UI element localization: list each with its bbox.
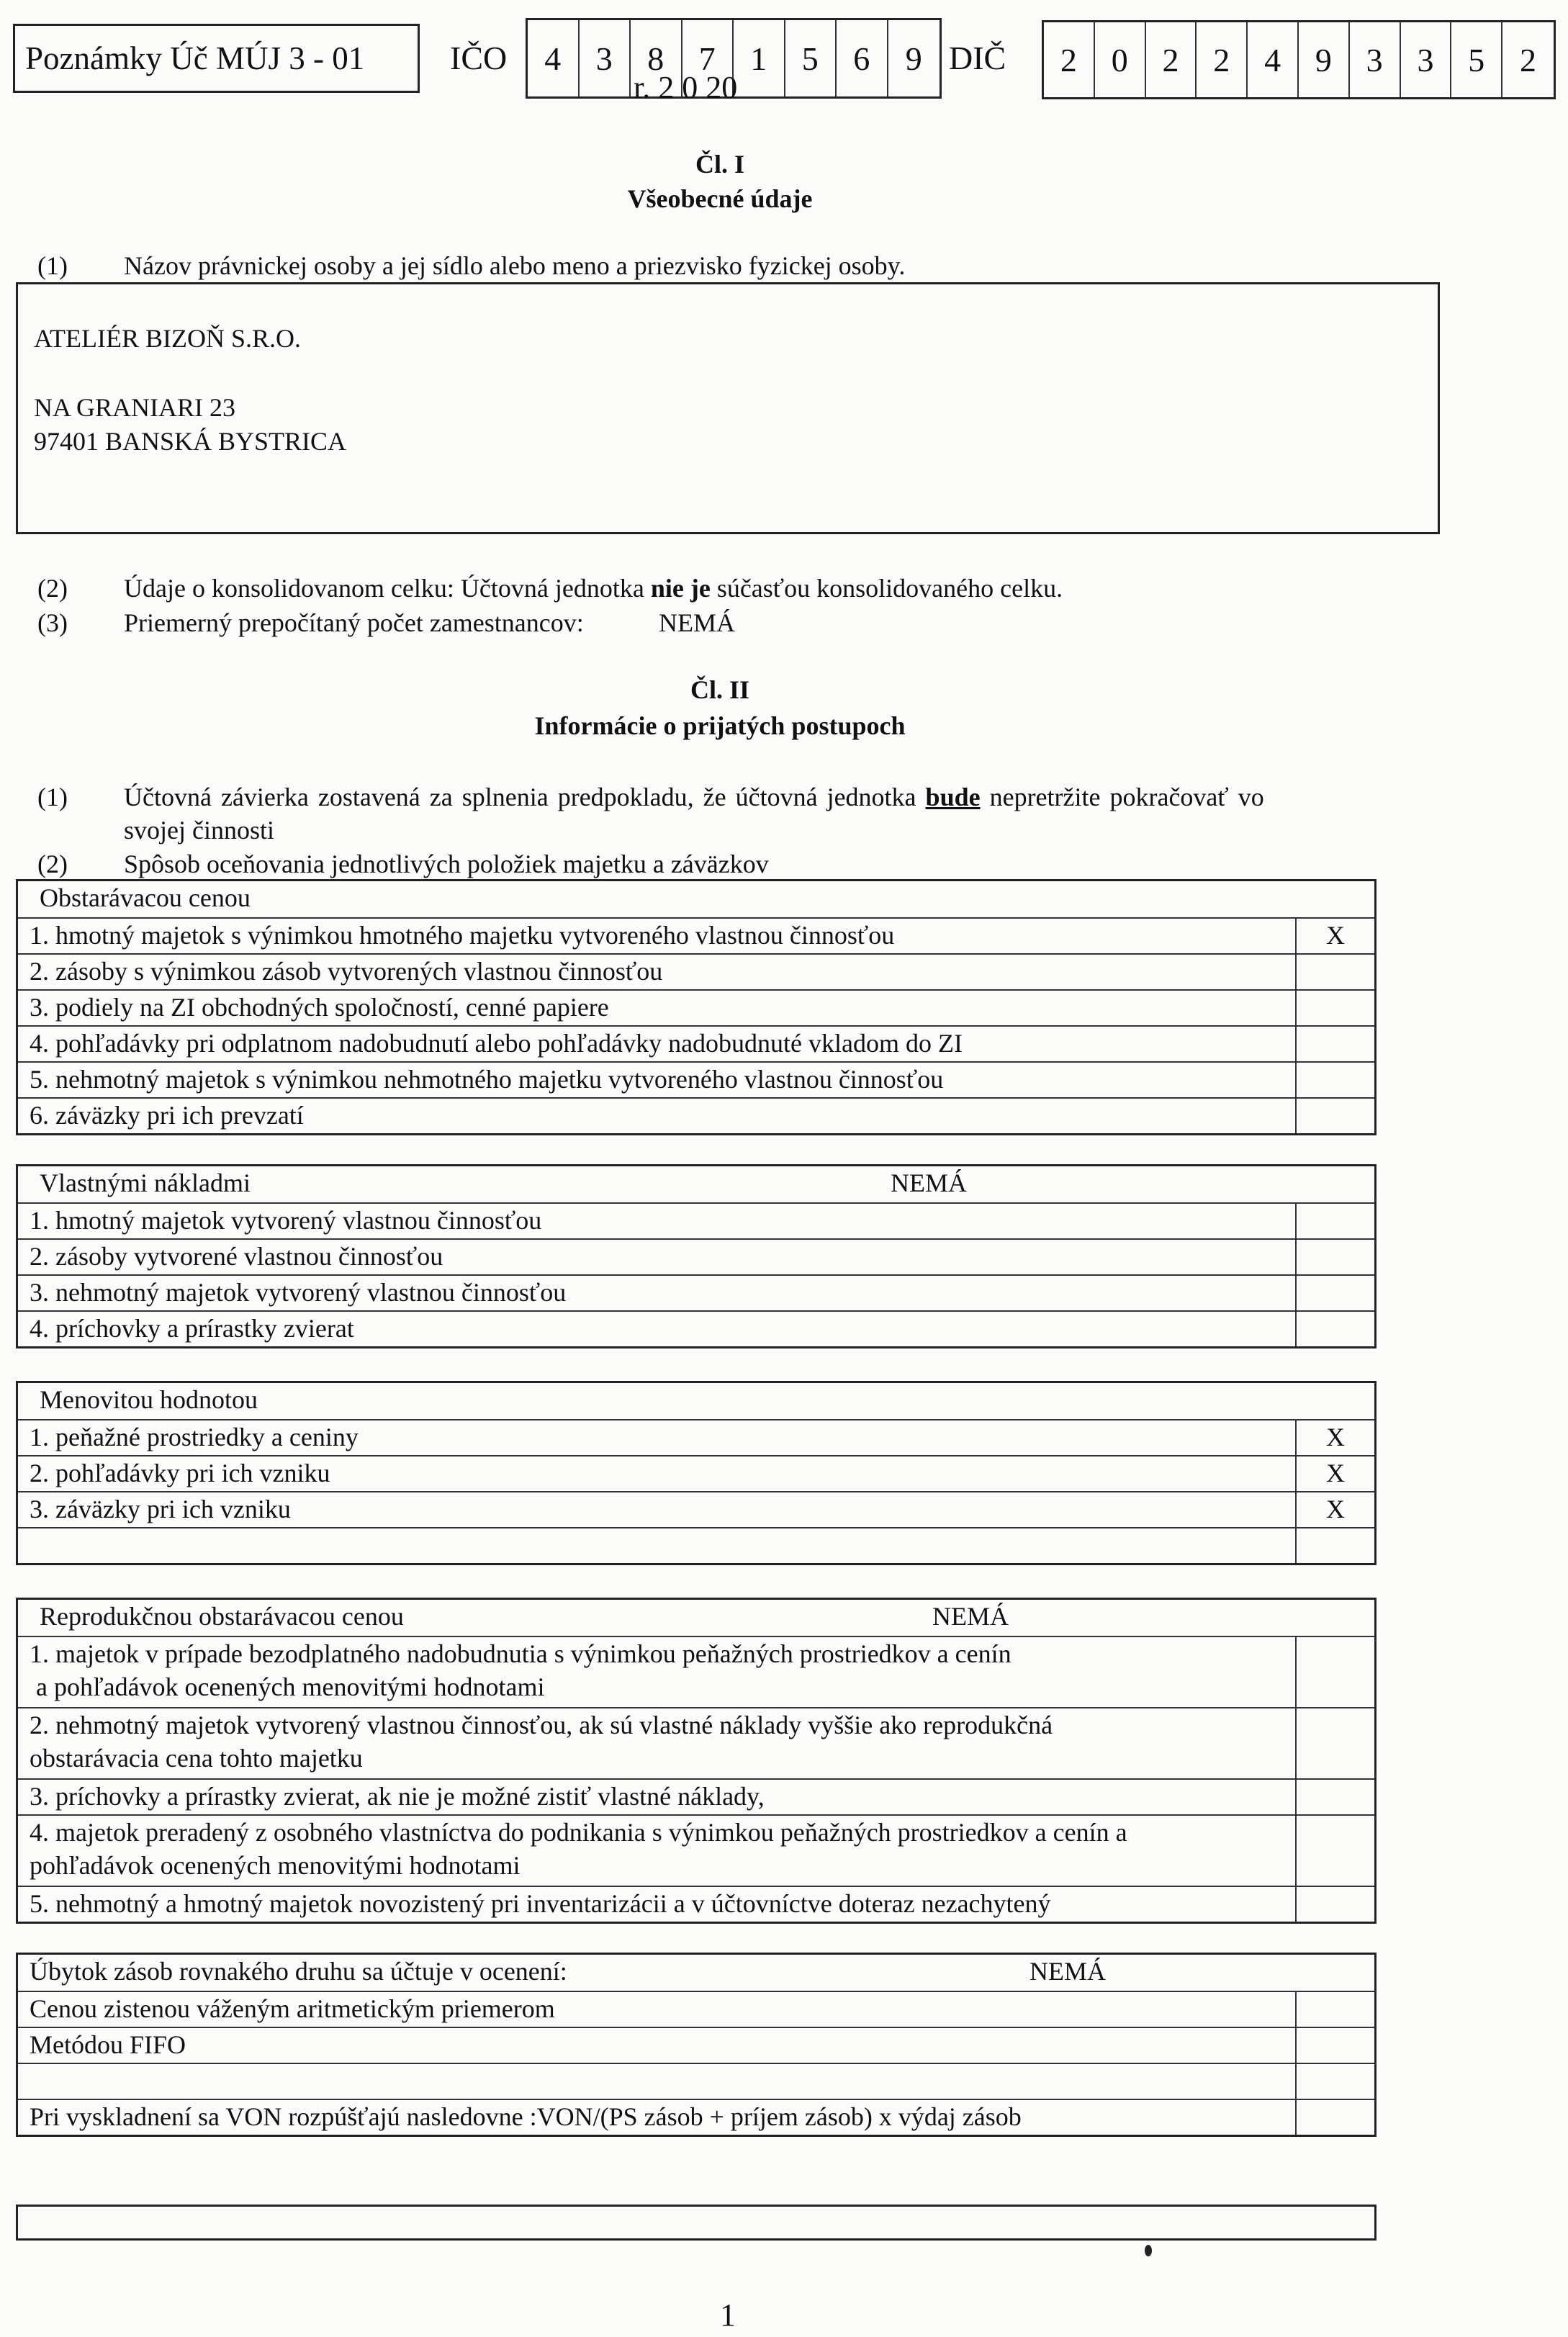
table-header: [18, 881, 1374, 917]
row-label: [18, 2064, 1295, 2099]
row-label-line: 4. majetok preradený z osobného vlastníctva do podnikania s výnimkou peňažných prostriedkov a cenín a: [30, 1818, 1127, 1847]
row-mark[interactable]: [1295, 1816, 1374, 1886]
table-row: [18, 1886, 1374, 1922]
table-row: [18, 1636, 1374, 1707]
row-label: [18, 1708, 1295, 1778]
row-mark[interactable]: [1295, 1312, 1374, 1346]
item-text-part: Účtovná závierka zostavená za splnenia predpokladu, že účtovná jednotka: [124, 783, 926, 811]
table-row: [18, 1274, 1374, 1310]
row-label: 3. záväzky pri ich vzniku: [30, 1495, 291, 1523]
row-mark[interactable]: [1295, 1099, 1374, 1133]
article-1-number: Čl. I: [695, 150, 744, 179]
table-row: [18, 1527, 1374, 1563]
dic-digit: 4: [1248, 22, 1299, 97]
blank-note-field[interactable]: [16, 2205, 1376, 2241]
row-mark[interactable]: [1295, 1708, 1374, 1778]
table-row: [18, 1097, 1374, 1133]
row-mark[interactable]: [1295, 1027, 1374, 1061]
dic-digit: 0: [1095, 22, 1146, 97]
row-label: 5. nehmotný majetok s výnimkou nehmotného majetku vytvoreného vlastnou činnosťou: [30, 1065, 944, 1094]
row-label: [18, 1816, 1295, 1886]
ico-digit: 1: [734, 20, 785, 96]
row-label: 1. peňažné prostriedky a ceniny: [30, 1423, 359, 1451]
table-header: [18, 1955, 1374, 1991]
row-mark[interactable]: [1295, 1637, 1374, 1707]
table-header-label: Reprodukčnou obstarávacou cenou: [40, 1602, 404, 1631]
row-label-line: 2. nehmotný majetok vytvorený vlastnou činnosťou, ak sú vlastné náklady vyššie ako reprodukčná: [30, 1711, 1053, 1739]
ico-digit: 8: [631, 20, 682, 96]
row-mark[interactable]: [1295, 1240, 1374, 1274]
ico-digit: 7: [682, 20, 734, 96]
table-header-label: Obstarávacou cenou: [40, 883, 251, 912]
table-row: [18, 1025, 1374, 1061]
row-label: 2. zásoby vytvorené vlastnou činnosťou: [30, 1242, 443, 1271]
row-label: [18, 1637, 1295, 1707]
row-mark[interactable]: X: [1295, 919, 1374, 953]
entity-name-address-box: [16, 282, 1440, 534]
ico-digit: 3: [580, 20, 631, 96]
item-text: [124, 781, 1264, 813]
table-header: [18, 1600, 1374, 1636]
table-row: [18, 1707, 1374, 1778]
ico-digit: 4: [528, 20, 580, 96]
item-number: (2): [37, 574, 68, 603]
table-row: [18, 1202, 1374, 1238]
row-label: 4. príchovky a prírastky zvierat: [30, 1314, 354, 1343]
dic-digit: 5: [1451, 22, 1502, 97]
row-label: 1. hmotný majetok vytvorený vlastnou činnosťou: [30, 1206, 542, 1235]
item-number: (1): [37, 251, 68, 280]
table-header-label: Menovitou hodnotou: [40, 1385, 258, 1414]
table-row: [18, 953, 1374, 989]
row-label-line: 1. majetok v prípade bezodplatného nadobudnutia s výnimkou peňažných prostriedkov a cenín: [30, 1639, 1011, 1668]
article-2-title: Informácie o prijatých postupoch: [534, 711, 906, 740]
table-row: [18, 1778, 1374, 1814]
company-street: NA GRANIARI 23: [34, 393, 236, 422]
ico-digit: 9: [905, 40, 922, 77]
table-row: [18, 917, 1374, 953]
table-header-value: NEMÁ: [932, 1602, 1009, 1631]
table-menovitou-hodnotou: [16, 1381, 1376, 1565]
table-row: [18, 1814, 1374, 1886]
scan-speck: [1145, 2245, 1152, 2256]
ico-digit: 5: [785, 20, 837, 96]
table-obstaravacou-cenou: [16, 879, 1376, 1135]
dic-digit: 2: [1197, 22, 1248, 97]
table-ubytok-zasob: [16, 1953, 1376, 2137]
table-row: [18, 989, 1374, 1025]
row-mark[interactable]: [1295, 1992, 1374, 2027]
row-mark[interactable]: [1295, 2100, 1374, 2135]
row-label: Pri vyskladnení sa VON rozpúšťajú nasledovne :VON/(PS zásob + príjem zásob) x výdaj zásob: [30, 2102, 1022, 2131]
year-label: r. 2 0 20: [634, 70, 738, 105]
table-header-label: Vlastnými nákladmi: [40, 1168, 251, 1197]
article-1-item-2: [0, 572, 1440, 604]
item-number: (2): [37, 850, 68, 878]
row-label: Cenou zistenou váženým aritmetickým priemerom: [30, 1994, 555, 2023]
row-label: 3. podiely na ZI obchodných spoločností, cenné papiere: [30, 993, 609, 1022]
dic-digit: 2: [1044, 22, 1095, 97]
page-number: 1: [720, 2297, 736, 2333]
table-row: [18, 1419, 1374, 1455]
row-mark[interactable]: X: [1295, 1420, 1374, 1455]
article-2-item-2: [0, 848, 1440, 880]
dic-digit: 3: [1401, 22, 1452, 97]
table-row: [18, 1310, 1374, 1346]
row-label: Metódou FIFO: [30, 2030, 186, 2059]
row-mark[interactable]: X: [1295, 1456, 1374, 1491]
article-1-title: Všeobecné údaje: [627, 184, 813, 213]
item-text-part: nepretržite pokračovať vo: [980, 783, 1264, 811]
row-label: 3. príchovky a prírastky zvierat, ak nie je možné zistiť vlastné náklady,: [30, 1782, 765, 1811]
form-title: Poznámky Úč MÚJ 3 - 01: [13, 24, 420, 93]
table-row: [18, 2063, 1374, 2099]
dic-label: DIČ: [949, 40, 1006, 76]
article-2-item-1: [0, 781, 1440, 813]
item-text: Spôsob oceňovania jednotlivých položiek majetku a záväzkov: [124, 850, 769, 878]
row-mark[interactable]: [1295, 1276, 1374, 1310]
table-header-value: NEMÁ: [1029, 1957, 1106, 1986]
dic-digit: 9: [1299, 22, 1350, 97]
row-mark[interactable]: [1295, 991, 1374, 1025]
row-label: 4. pohľadávky pri odplatnom nadobudnutí alebo pohľadávky nadobudnuté vkladom do ZI: [30, 1029, 963, 1058]
row-label-line: obstarávacia cena tohto majetku: [30, 1744, 363, 1773]
article-1-item-3: [0, 607, 1440, 639]
company-name: ATELIÉR BIZOŇ S.R.O.: [34, 324, 301, 353]
table-row: [18, 1061, 1374, 1097]
item-text: Názov právnickej osoby a jej sídlo alebo meno a priezvisko fyzickej osoby.: [124, 251, 906, 280]
ico-label: IČO: [450, 40, 508, 76]
table-row: [18, 1238, 1374, 1274]
row-mark[interactable]: [1295, 2028, 1374, 2063]
article-2-number: Čl. II: [690, 675, 750, 704]
table-vlastnymi-nakladmi: [16, 1164, 1376, 1348]
item-text: [124, 572, 1063, 604]
employees-value: NEMÁ: [659, 608, 735, 637]
dic-digit: 2: [1520, 41, 1537, 78]
row-label: 3. nehmotný majetok vytvorený vlastnou činnosťou: [30, 1278, 567, 1307]
table-header: [18, 1383, 1374, 1419]
dic-digits: [1042, 20, 1556, 99]
article-1-item-1: [0, 250, 1440, 282]
article-2-item-1-continuation: svojej činnosti: [124, 816, 274, 845]
row-mark[interactable]: [1295, 1063, 1374, 1097]
table-header-value: NEMÁ: [891, 1168, 967, 1197]
table-row: [18, 2099, 1374, 2135]
ico-digit: 6: [837, 20, 888, 96]
item-text-emphasis: nie je: [650, 574, 711, 603]
row-mark[interactable]: [1295, 955, 1374, 989]
item-text: Priemerný prepočítaný počet zamestnancov:: [124, 608, 584, 637]
item-text-part: Údaje o konsolidovanom celku: Účtovná jednotka: [124, 574, 651, 603]
row-label: 2. zásoby s výnimkou zásob vytvorených vlastnou činnosťou: [30, 957, 663, 986]
row-label-line: a pohľadávok ocenených menovitými hodnotami: [30, 1672, 545, 1701]
row-mark[interactable]: [1295, 1528, 1374, 1563]
row-mark[interactable]: [1295, 1887, 1374, 1922]
item-number: (3): [37, 608, 68, 637]
table-header-label: Úbytok zásob rovnakého druhu sa účtuje v ocenení:: [30, 1957, 567, 1986]
row-label: 1. hmotný majetok s výnimkou hmotného majetku vytvoreného vlastnou činnosťou: [30, 921, 895, 950]
row-mark[interactable]: [1295, 1204, 1374, 1238]
dic-digit: 3: [1350, 22, 1401, 97]
company-city: 97401 BANSKÁ BYSTRICA: [34, 427, 347, 456]
row-label: [18, 1528, 1295, 1563]
row-label: 5. nehmotný a hmotný majetok novozistený pri inventarizácii a v účtovníctve doteraz nezachytený: [30, 1889, 1051, 1918]
item-text-part: súčasťou konsolidovaného celku.: [710, 574, 1063, 603]
row-mark[interactable]: [1295, 2064, 1374, 2099]
table-reprodukcnou-obstaravacou-cenou: [16, 1598, 1376, 1924]
dic-digit: 2: [1146, 22, 1197, 97]
table-row: [18, 1455, 1374, 1491]
table-row: [18, 1491, 1374, 1527]
row-mark[interactable]: X: [1295, 1492, 1374, 1527]
row-label: 6. záväzky pri ich prevzatí: [30, 1101, 304, 1130]
item-number: (1): [37, 783, 68, 811]
row-label: 2. pohľadávky pri ich vzniku: [30, 1459, 330, 1487]
row-mark[interactable]: [1295, 1780, 1374, 1814]
item-text-emphasis: bude: [925, 783, 981, 811]
table-row: [18, 1991, 1374, 2027]
table-row: [18, 2027, 1374, 2063]
row-label-line: pohľadávok ocenených menovitými hodnotami: [30, 1851, 521, 1880]
table-header: [18, 1166, 1374, 1202]
